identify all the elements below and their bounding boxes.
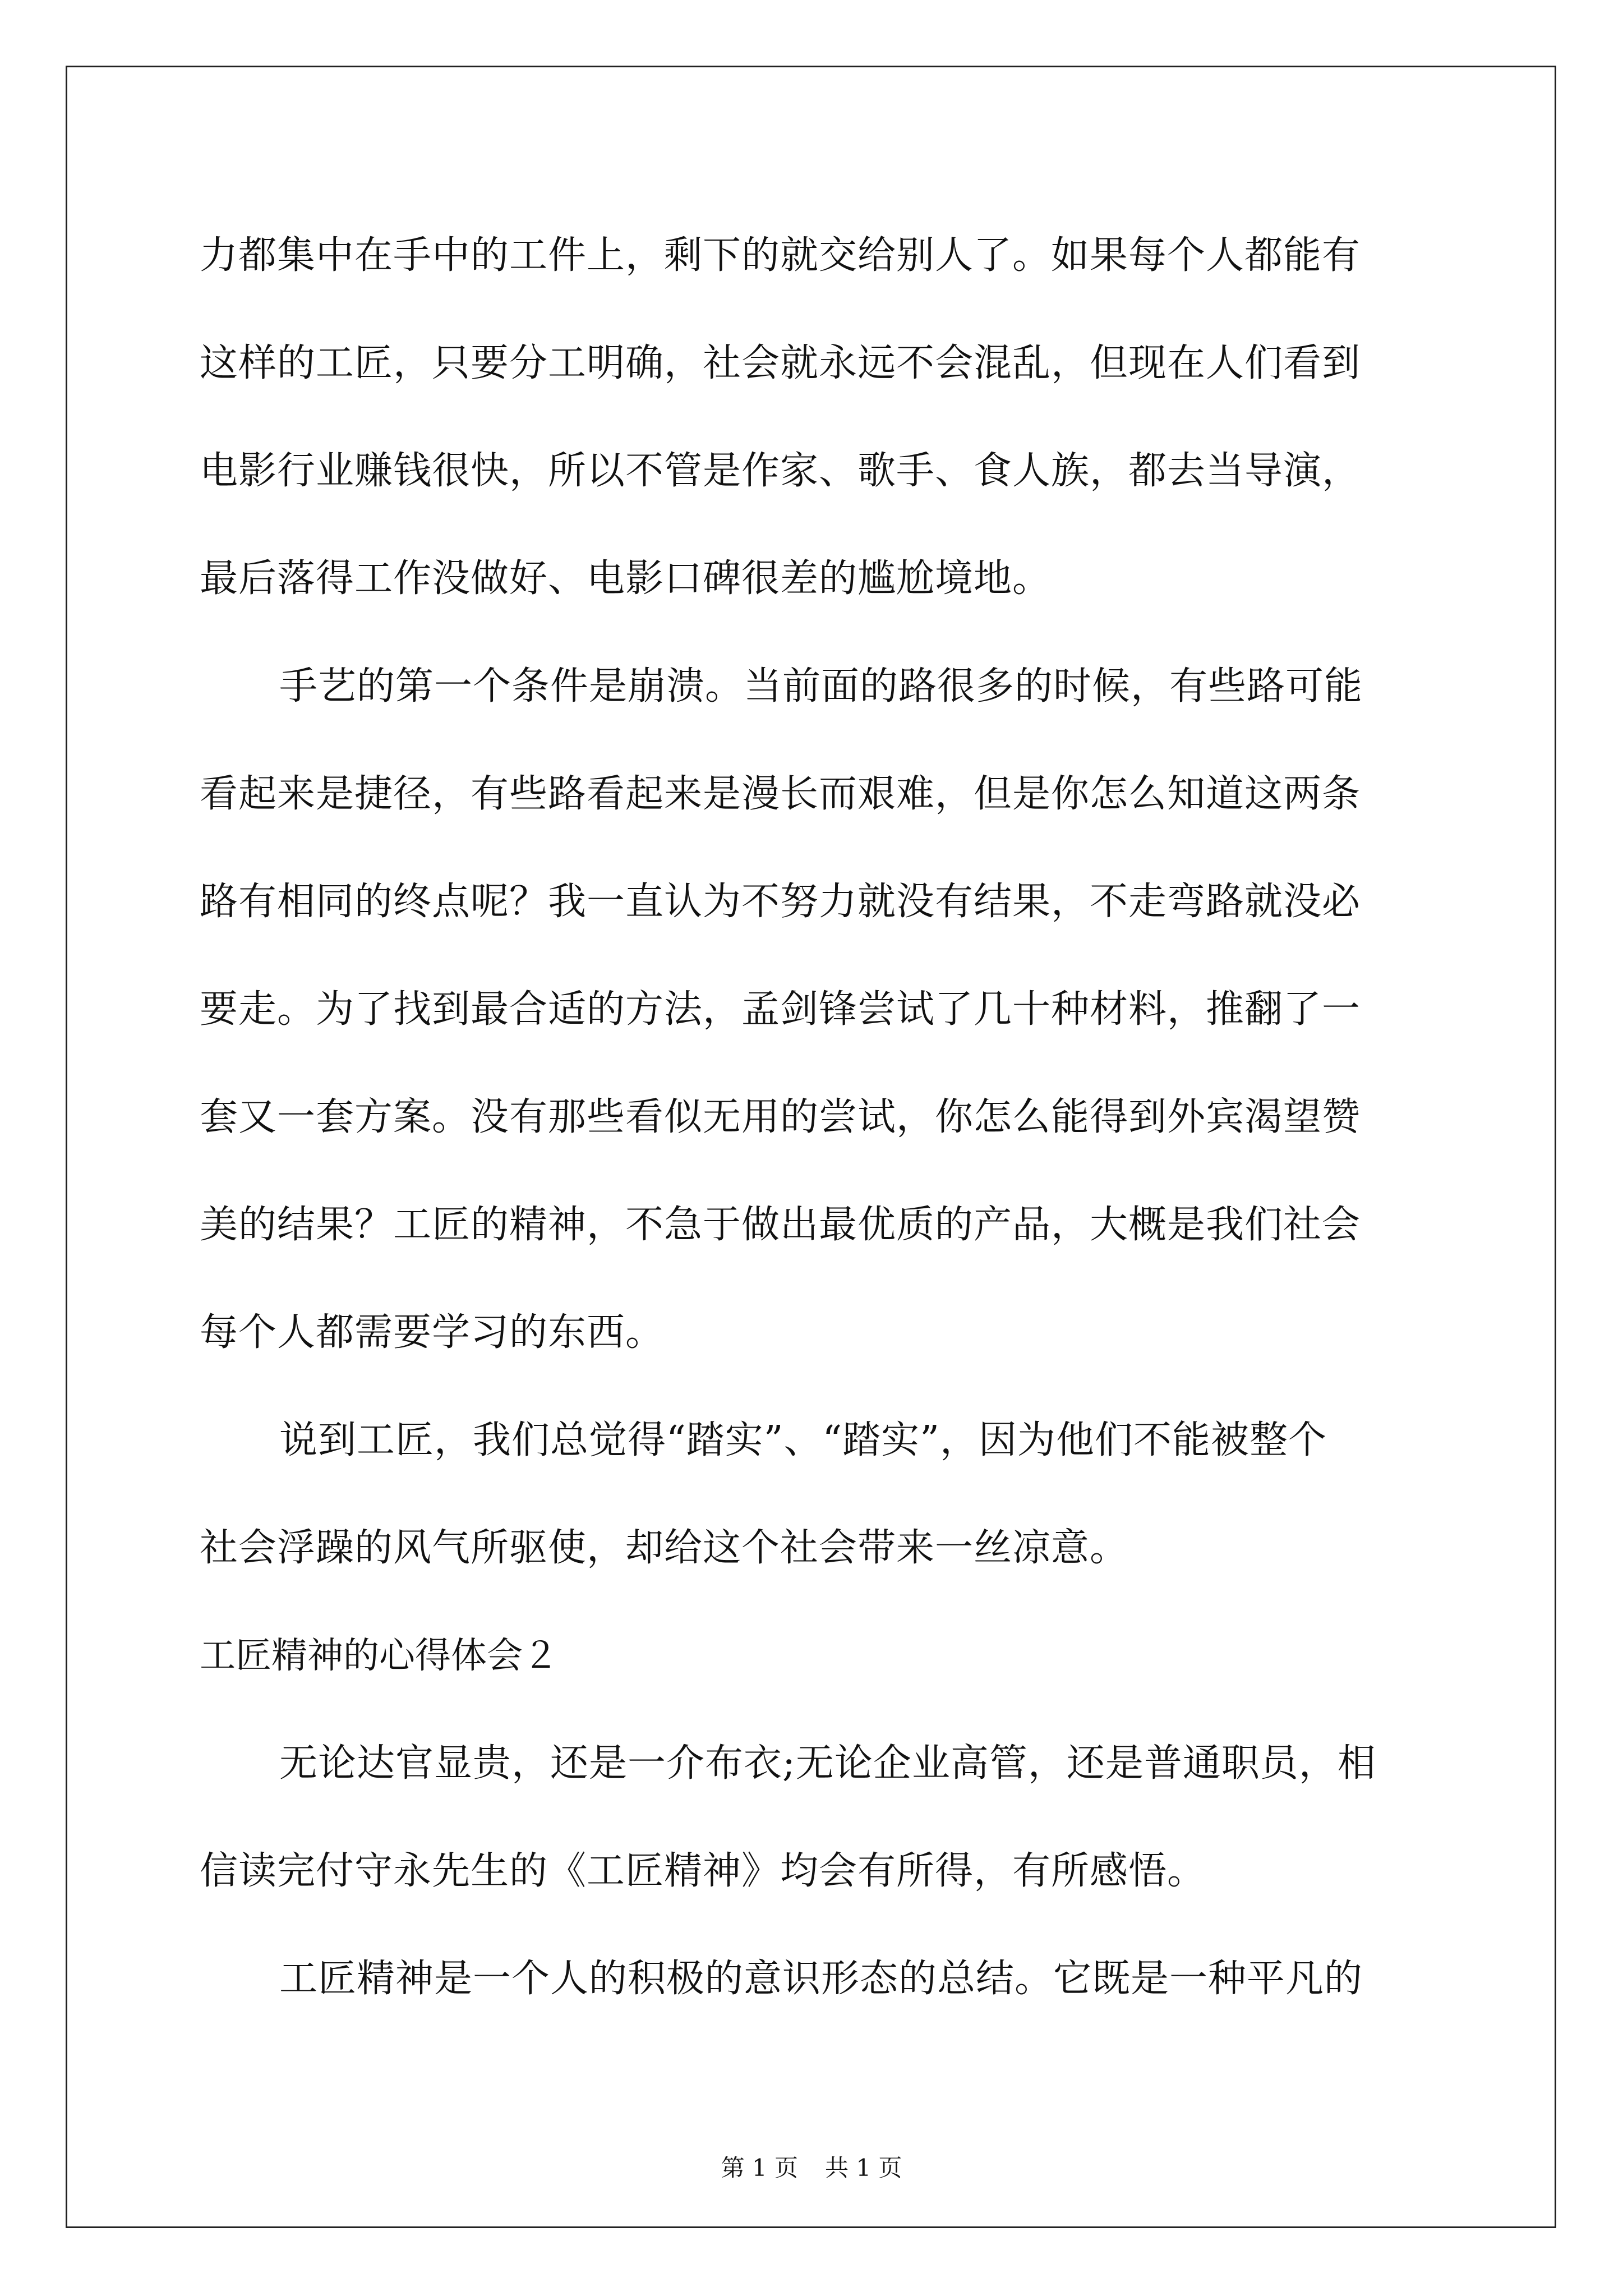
page-number: 第 1 页 — [721, 2154, 798, 2182]
text-line: 电影行业赚钱很快，所以不管是作家、歌手、食人族，都去当导演， — [200, 449, 1361, 493]
text-line: 这样的工匠，只要分工明确，社会就永远不会混乱，但现在人们看到 — [200, 341, 1361, 385]
page-total: 共 1 页 — [825, 2154, 902, 2182]
paragraph — [200, 633, 1428, 1387]
text-line: 力都集中在手中的工件上，剩下的就交给别人了。如果每个人都能有 — [200, 233, 1361, 278]
paragraph — [200, 1925, 1428, 2033]
paragraph — [200, 1387, 1428, 1602]
paragraph — [200, 1710, 1428, 1925]
text-line: 美的结果？工匠的精神，不急于做出最优质的产品，大概是我们社会 — [200, 1203, 1361, 1247]
text-line: 无论达官显贵，还是一介布衣;无论企业高管，还是普通职员，相 — [279, 1741, 1376, 1786]
text-line: 每个人都需要学习的东西。 — [200, 1310, 665, 1355]
text-line: 最后落得工作没做好、电影口碑很差的尴尬境地。 — [200, 556, 1052, 601]
text-line: 路有相同的终点呢？我一直认为不努力就没有结果，不走弯路就没必 — [200, 880, 1361, 924]
text-line: 手艺的第一个条件是崩溃。当前面的路很多的时候，有些路可能 — [279, 664, 1363, 708]
text-line: 套又一套方案。没有那些看似无用的尝试，你怎么能得到外宾渴望赞 — [200, 1095, 1361, 1139]
text-line: 要走。为了找到最合适的方法，孟剑锋尝试了几十种材料，推翻了一 — [200, 987, 1361, 1032]
section-heading: 工匠精神的心得体会２ — [200, 1635, 559, 1677]
text-line: 说到工匠，我们总觉得“踏实”、“踏实”，因为他们不能被整个 — [279, 1418, 1327, 1462]
text-line: 工匠精神是一个人的积极的意识形态的总结。它既是一种平凡的 — [279, 1957, 1363, 2001]
text-line: 看起来是捷径，有些路看起来是漫长而艰难，但是你怎么知道这两条 — [200, 772, 1361, 816]
paragraph — [200, 202, 1428, 633]
document-body — [200, 202, 1428, 2033]
text-line: 信读完付守永先生的《工匠精神》均会有所得，有所感悟。 — [200, 1849, 1206, 1893]
text-line: 社会浮躁的风气所驱使，却给这个社会带来一丝凉意。 — [200, 1526, 1129, 1570]
page-footer — [0, 2151, 1623, 2185]
